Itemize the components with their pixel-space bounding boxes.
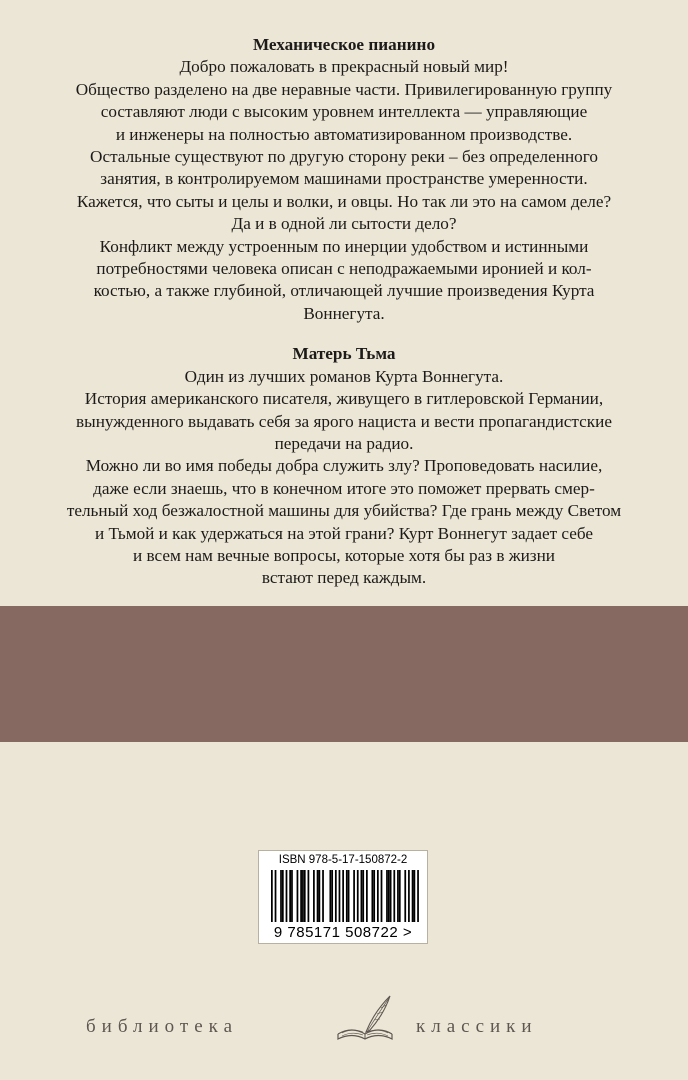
text-line: Да и в одной ли сытости дело? [231,214,457,234]
barcode-bar [404,870,406,922]
barcode-bar [417,870,419,922]
section-title-mother-night: Матерь Тьма [292,344,396,364]
barcode-bar [342,870,344,922]
barcode-bar [390,870,392,922]
barcode-bar [313,870,315,922]
open-book-quill-icon [330,990,400,1046]
barcode-bar [362,870,364,922]
barcode-bar [329,870,331,922]
text-line: составляют люди с высоким уровнем интеллекта — управляющие [100,102,588,122]
text-line: Кажется, что сыты и целы и волки, и овцы. Но так ли это на самом деле? [76,191,612,211]
barcode-bar [381,870,383,922]
barcode-bar [302,870,304,922]
barcode-bar [304,870,306,922]
text-line: даже если знаешь, что в конечном итоге это поможет прервать смер- [93,478,595,498]
text-line: потребностями человека описан с неподражаемыми иронией и кол- [96,259,592,279]
barcode-bar [308,870,310,922]
barcode-bar [393,870,395,922]
text-line: Конфликт между устроенным по инерции удобством и истинными [99,236,589,256]
text-line: передачи на радио. [274,433,414,453]
text-line: Добро пожаловать в прекрасный новый мир! [179,57,509,77]
barcode-bar [317,870,319,922]
text-line: История американского писателя, живущего в гитлеровской Германии, [84,389,604,409]
barcode-bar [371,870,373,922]
isbn-label: ISBN 978-5-17-150872-2 [278,854,408,866]
barcode-bar [322,870,324,922]
text-line: Можно ли во имя победы добра служить злу? Проповедовать насилие, [85,456,603,476]
barcode-bar [377,870,379,922]
back-cover-text [18,34,670,590]
barcode-bar [275,870,277,922]
text-line: Один из лучших романов Курта Воннегута. [184,366,504,386]
barcode-bar [357,870,359,922]
barcode-bar [397,870,399,922]
barcode-bars [271,870,419,922]
barcode-bar [289,870,291,922]
barcode-bar [373,870,375,922]
barcode-bar [361,870,363,922]
series-name-right: классики [416,1016,538,1037]
text-line: Общество разделено на две неравные части. Привилегированную группу [75,79,613,99]
section-title-mechanical-piano: Механическое пианино [252,35,436,54]
series-name-left: библиотека [86,1016,239,1037]
isbn-barcode [258,850,428,944]
text-line: костью, а также глубиной, отличающей лучшие произведения Курта [93,281,595,301]
barcode-bar [414,870,416,922]
barcode-bar [319,870,321,922]
barcode-bar [386,870,388,922]
barcode-bar [280,870,282,922]
barcode-bar [335,870,337,922]
text-line: и всем нам вечные вопросы, которые хотя бы раз в жизни [132,545,555,565]
text-line: занятия, в контролируемом машинами пространстве умеренности. [100,169,588,189]
barcode-bar [412,870,414,922]
barcode-bar [366,870,368,922]
text-line: встают перед каждым. [261,568,427,588]
section-body-mechanical-piano [18,56,670,325]
barcode-bar [331,870,333,922]
section-body-mother-night [18,366,670,590]
text-line: и Тьмой и как удержаться на этой грани? Курт Воннегут задает себе [94,523,594,543]
barcode-bar [339,870,341,922]
text-line: Воннегута. [303,303,385,323]
section-spacer [18,325,670,343]
barcode-bar [353,870,355,922]
barcode-bar [300,870,302,922]
barcode-bar [346,870,348,922]
text-line: вынужденного выдавать себя за ярого нациста и вести пропагандистские [76,411,612,431]
barcode-bar [388,870,390,922]
series-footer [0,990,688,1050]
barcode-bar [282,870,284,922]
barcode-bar [286,870,288,922]
decorative-band [0,606,688,742]
barcode-bar [297,870,299,922]
barcode-bar [348,870,350,922]
barcode-bar [291,870,293,922]
barcode-bar [271,870,273,922]
barcode-digits: 9 785171 508722 > [273,924,413,941]
text-line: тельный ход безжалостной машины для убийства? Где грань между Светом [66,501,622,521]
barcode-bar [399,870,401,922]
barcode-bar [408,870,410,922]
text-line: Остальные существуют по другую сторону реки – без определенного [90,147,598,167]
text-line: и инженеры на полностью автоматизированном производстве. [115,124,573,144]
